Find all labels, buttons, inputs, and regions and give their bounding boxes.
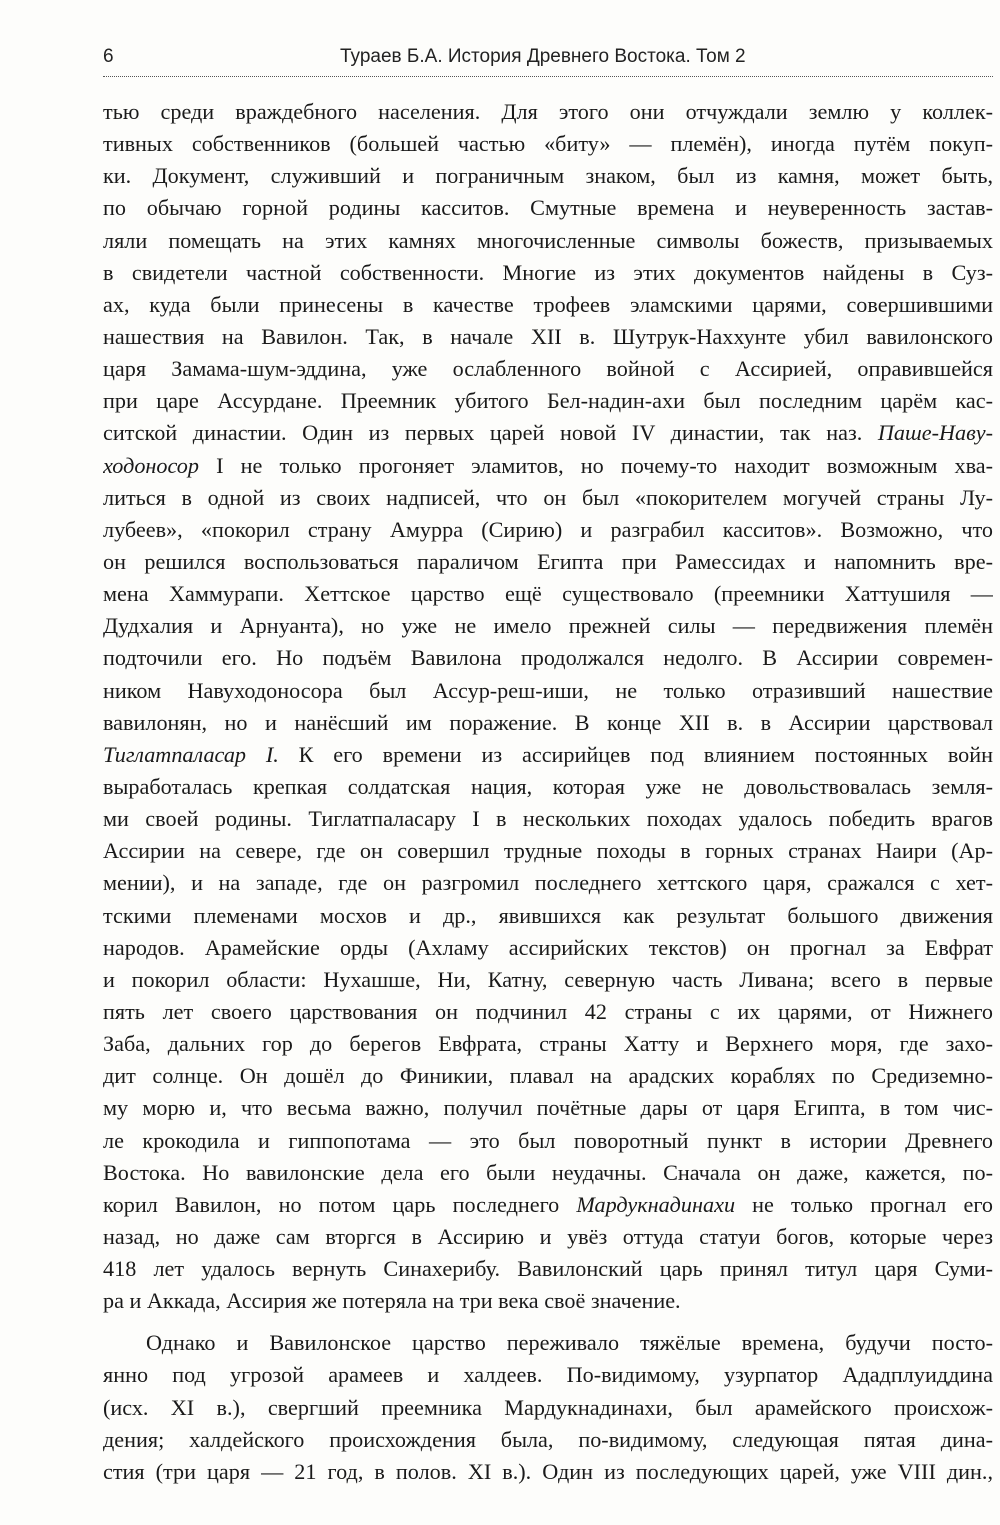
text-segment: ситской династии. Один из первых царей новой IV династии, так наз.: [103, 420, 878, 446]
text-segment: мении), и на западе, где он разгромил последнего хеттского царя, сражался с хет-: [103, 870, 993, 896]
text-line: [103, 900, 993, 932]
text-segment: он решился воспользоваться параличом Египта при Рамессидах и напомнить вре-: [103, 548, 993, 574]
text-line: [103, 353, 993, 385]
text-line: [103, 1424, 993, 1456]
text-line: [103, 1189, 993, 1221]
text-line: [103, 546, 993, 578]
text-segment: му морю и, что весьма важно, получил почётные дары от царя Египта, в том чис-: [103, 1095, 993, 1121]
text-line: [103, 289, 993, 321]
text-line: [103, 675, 993, 707]
text-line: [103, 1359, 993, 1391]
body-text: [103, 96, 993, 1488]
text-segment: не только прогнал его: [735, 1191, 993, 1217]
text-line: [103, 1157, 993, 1189]
text-segment: Ассирии на севере, где он совершил трудные походы в горных странах Наири (Ар-: [103, 838, 993, 864]
text-segment: царя Замама-шум-эддина, уже ослабленного войной с Ассирией, оправившейся: [103, 356, 993, 382]
text-segment: янно под угрозой арамеев и халдеев. По-видимому, узурпатор Ададплуиддина: [103, 1362, 993, 1388]
text-line: [103, 642, 993, 674]
text-segment: ле крокодила и гиппопотама — это был поворотный пункт в истории Древнего: [103, 1127, 993, 1153]
text-segment: тью среди враждебного населения. Для этого они отчуждали землю у коллек-: [103, 99, 993, 124]
text-line: [103, 803, 993, 835]
text-line: [103, 1125, 993, 1157]
text-segment: назад, но даже сам вторгся в Ассирию и увёз оттуда статуи богов, которые через: [103, 1223, 993, 1249]
text-line: [103, 578, 993, 610]
text-line: [103, 321, 993, 353]
text-segment: лубеев», «покорил страну Амурра (Сирию) и разграбил касситов». Возможно, что: [103, 516, 993, 542]
text-line: [103, 771, 993, 803]
text-segment: выработалась крепкая солдатская нация, которая уже не довольствовалась земля-: [103, 773, 993, 799]
text-segment: ки. Документ, служивший и пограничным знаком, был из камня, может быть,: [103, 163, 993, 189]
text-line: [103, 385, 993, 417]
text-segment: пять лет своего царствования он подчинил 42 страны с их царями, от Нижнего: [103, 998, 993, 1024]
italic-name: Мардукнадинахи: [576, 1191, 736, 1217]
italic-name: Тиглатпаласар I.: [103, 741, 279, 767]
text-segment: К его времени из ассирийцев под влиянием постоянных войн: [278, 741, 993, 767]
text-line: [103, 1092, 993, 1124]
text-line: [103, 192, 993, 224]
page-number: 6: [103, 46, 114, 67]
text-line: [103, 1253, 993, 1285]
text-line: [103, 128, 993, 160]
text-line: [103, 450, 993, 482]
text-line: [103, 417, 993, 449]
text-segment: мена Хаммурапи. Хеттское царство ещё существовало (преемники Хаттушиля —: [103, 581, 993, 607]
text-line: [103, 514, 993, 546]
text-segment: в свидетели частной собственности. Многие из этих документов найдены в Суз-: [103, 259, 993, 285]
text-segment: ником Навуходоносора был Ассур-реш-иши, не только отразивший нашествие: [103, 677, 993, 703]
text-segment: тивных собственников (большей частью «биту» — племён), иногда путём покуп-: [103, 131, 993, 157]
text-segment: дит солнце. Он дошёл до Финикии, плавал на арадских кораблях по Средиземно-: [103, 1063, 993, 1089]
text-line: [103, 996, 993, 1028]
text-line: [103, 1028, 993, 1060]
text-segment: I не только прогоняет эламитов, но почему-то находит возможным хва-: [199, 452, 993, 478]
text-line: [103, 257, 993, 289]
text-segment: Востока. Но вавилонские дела его были неудачны. Сначала он даже, кажется, по-: [103, 1159, 993, 1185]
text-segment: ра и Аккада, Ассирия же потеряла на три века своё значение.: [103, 1288, 681, 1314]
text-segment: Дудхалия и Арнуанта), но уже не имело прежней силы — передвижения племён: [103, 613, 993, 639]
text-line: [103, 932, 993, 964]
italic-name: Паше-Наву-: [877, 420, 993, 446]
text-segment: 418 лет удалось вернуть Синахерибу. Вавилонский царь принял титул царя Суми-: [103, 1256, 993, 1282]
italic-name: ходоносор: [103, 452, 199, 478]
text-segment: литься в одной из своих надписей, что он был «покорителем могучей страны Лу-: [103, 484, 993, 510]
text-segment: тскими племенами мосхов и др., явившихся как результат большого движения: [103, 902, 993, 928]
text-segment: ми своей родины. Тиглатпаласару I в нескольких походах удалось победить врагов: [103, 806, 993, 832]
text-line: [103, 867, 993, 899]
text-segment: (исх. XI в.), свергший преемника Мардукнадинахи, был арамейского происхож-: [103, 1394, 993, 1420]
text-line: [103, 160, 993, 192]
text-segment: корил Вавилон, но потом царь последнего: [103, 1191, 577, 1217]
text-line: [103, 964, 993, 996]
text-line: [103, 96, 993, 128]
text-line: [103, 482, 993, 514]
text-segment: вавилонян, но и нанёсший им поражение. В конце XII в. в Ассирии царствовал: [103, 709, 993, 735]
text-line: [103, 707, 993, 739]
text-line: [103, 1456, 993, 1488]
text-segment: дения; халдейского происхождения была, по-видимому, следующая пятая дина-: [103, 1426, 993, 1452]
text-line: [103, 739, 993, 771]
text-line: [103, 1221, 993, 1253]
text-segment: стия (три царя — 21 год, в полов. XI в.). Один из последующих царей, уже VIII дин.,: [103, 1458, 993, 1484]
text-segment: Однако и Вавилонское царство переживало тяжёлые времена, будучи посто-: [146, 1330, 993, 1356]
text-segment: подточили его. Но подъём Вавилона продолжался недолго. В Ассирии современ-: [103, 645, 993, 671]
running-header: [103, 44, 993, 77]
text-line: [103, 610, 993, 642]
text-segment: ах, куда были принесены в качестве трофеев эламскими царями, совершившими: [103, 291, 993, 317]
text-line: [103, 1060, 993, 1092]
text-segment: нашествия на Вавилон. Так, в начале XII в. Шутрук-Наххунте убил вавилонского: [103, 323, 993, 349]
text-segment: по обычаю горной родины касситов. Смутные времена и неуверенность застав-: [103, 195, 993, 221]
text-segment: и покорил области: Нухашше, Ни, Катну, северную часть Ливана; всего в первые: [103, 966, 993, 992]
text-line: [103, 225, 993, 257]
text-segment: Заба, дальних гор до берегов Евфрата, страны Хатту и Верхнего моря, где захо-: [103, 1031, 993, 1057]
text-line: [103, 1285, 993, 1317]
text-segment: при царе Ассурдане. Преемник убитого Бел-надин-ахи был последним царём кас-: [103, 388, 993, 414]
text-segment: ляли помещать на этих камнях многочисленные символы божеств, призываемых: [103, 227, 993, 253]
text-line: [103, 1392, 993, 1424]
text-line: [103, 835, 993, 867]
running-title: Тураев Б.А. История Древнего Востока. Том 2: [340, 46, 746, 67]
text-line: [103, 1327, 993, 1359]
text-segment: народов. Арамейские орды (Ахламу ассирийских текстов) он прогнал за Евфрат: [103, 934, 993, 960]
